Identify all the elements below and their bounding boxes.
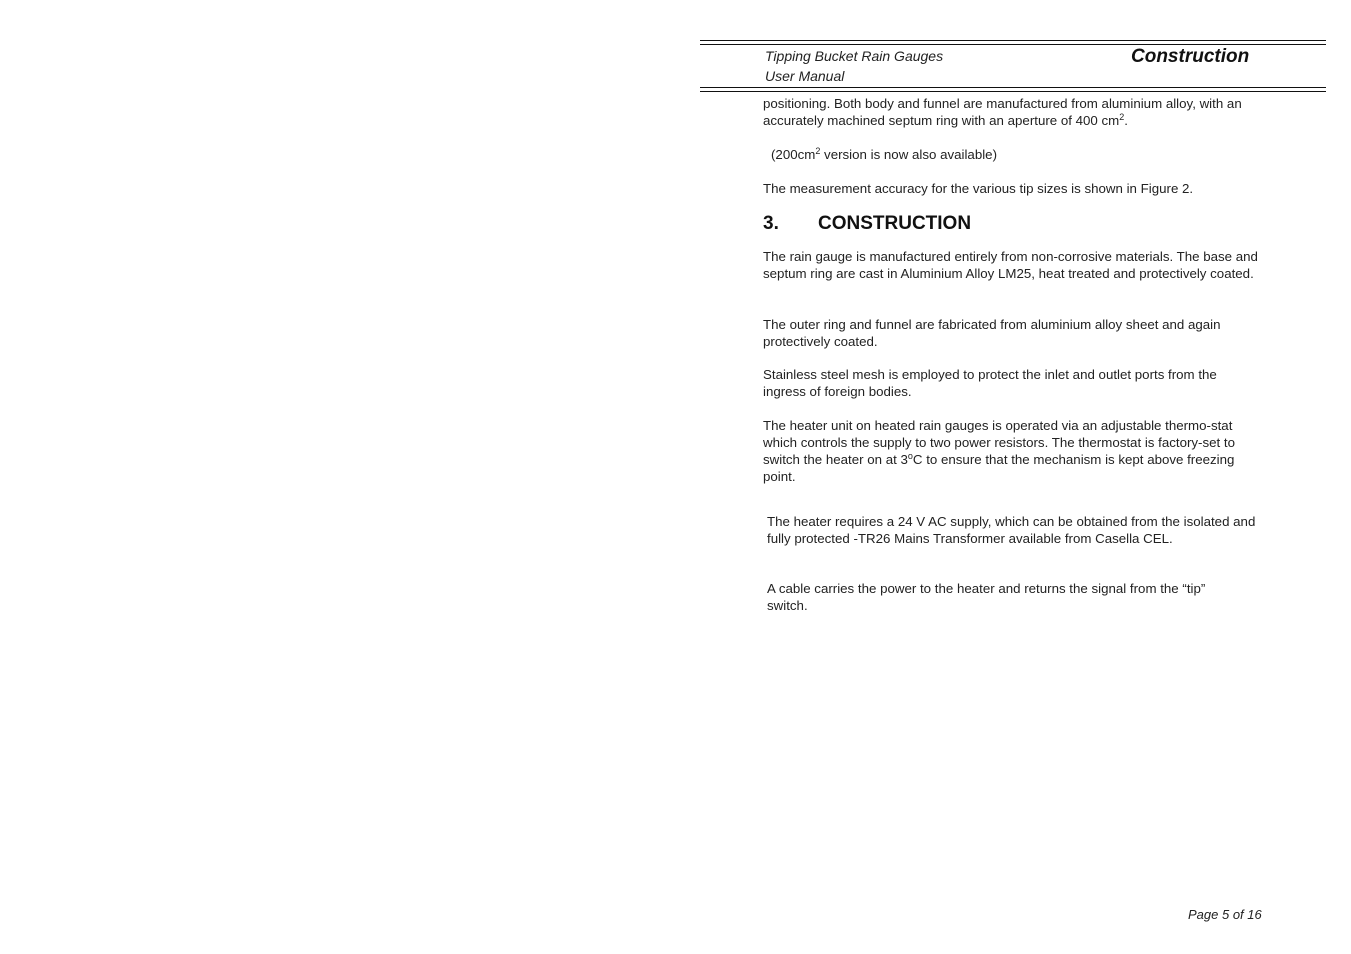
construction-p4-text: The heater unit on heated rain gauges is operated via an adjustable thermo-stat which controls the supply to two power resistors. The thermostat is factory-set to switch the heater on at 3 — [763, 418, 1235, 467]
construction-paragraph-3: Stainless steel mesh is employed to protect the inlet and outlet ports from the ingress of foreign bodies. — [763, 367, 1217, 399]
intro-paragraph-3: The measurement accuracy for the various tip sizes is shown in Figure 2. — [763, 181, 1194, 196]
intro-p1-tail: . — [1124, 113, 1128, 128]
document-subtitle: User Manual — [765, 68, 845, 84]
header-rule-top — [700, 40, 1326, 41]
section-title: CONSTRUCTION — [818, 213, 972, 234]
intro-p2-tail: version is now also available) — [820, 147, 997, 162]
document-title: Tipping Bucket Rain Gauges — [765, 48, 944, 64]
intro-p2-superscript: 2 — [815, 146, 821, 156]
header-rule-bottom-inner — [700, 91, 1326, 92]
construction-paragraph-5: The heater requires a 24 V AC supply, which can be obtained from the isolated and fully protected -TR26 Mains Transformer available from Casella CEL. — [767, 514, 1256, 546]
degree-superscript: o — [907, 451, 913, 461]
running-section-title: Construction — [1131, 46, 1250, 67]
construction-paragraph-6: A cable carries the power to the heater and returns the signal from the “tip” switch. — [767, 581, 1206, 613]
construction-paragraph-4 — [763, 417, 1249, 485]
construction-paragraph-2: The outer ring and funnel are fabricated from aluminium alloy sheet and again protectively coated. — [763, 317, 1221, 349]
construction-paragraph-1: The rain gauge is manufactured entirely from non-corrosive materials. The base and septum ring are cast in Aluminium Alloy LM25, heat treated and protectively coated. — [763, 249, 1258, 281]
intro-p1-superscript: 2 — [1119, 112, 1125, 122]
page-number: Page 5 of 16 — [1188, 907, 1262, 922]
intro-paragraph-1 — [763, 95, 1263, 129]
construction-p4-tail: C to ensure that the mechanism is kept above freezing point. — [763, 452, 1235, 484]
document-title-block — [765, 46, 943, 86]
section-heading — [763, 213, 971, 235]
header-rule-top-inner — [700, 44, 1326, 45]
intro-p1-text: positioning. Both body and funnel are manufactured from aluminium alloy, with an accurately machined septum ring with an aperture of 400 cm — [763, 96, 1242, 128]
intro-paragraph-2 — [771, 146, 1271, 163]
header-rule-bottom — [700, 87, 1326, 88]
section-number: 3. — [763, 213, 779, 234]
intro-p2-text: (200cm — [771, 147, 816, 162]
